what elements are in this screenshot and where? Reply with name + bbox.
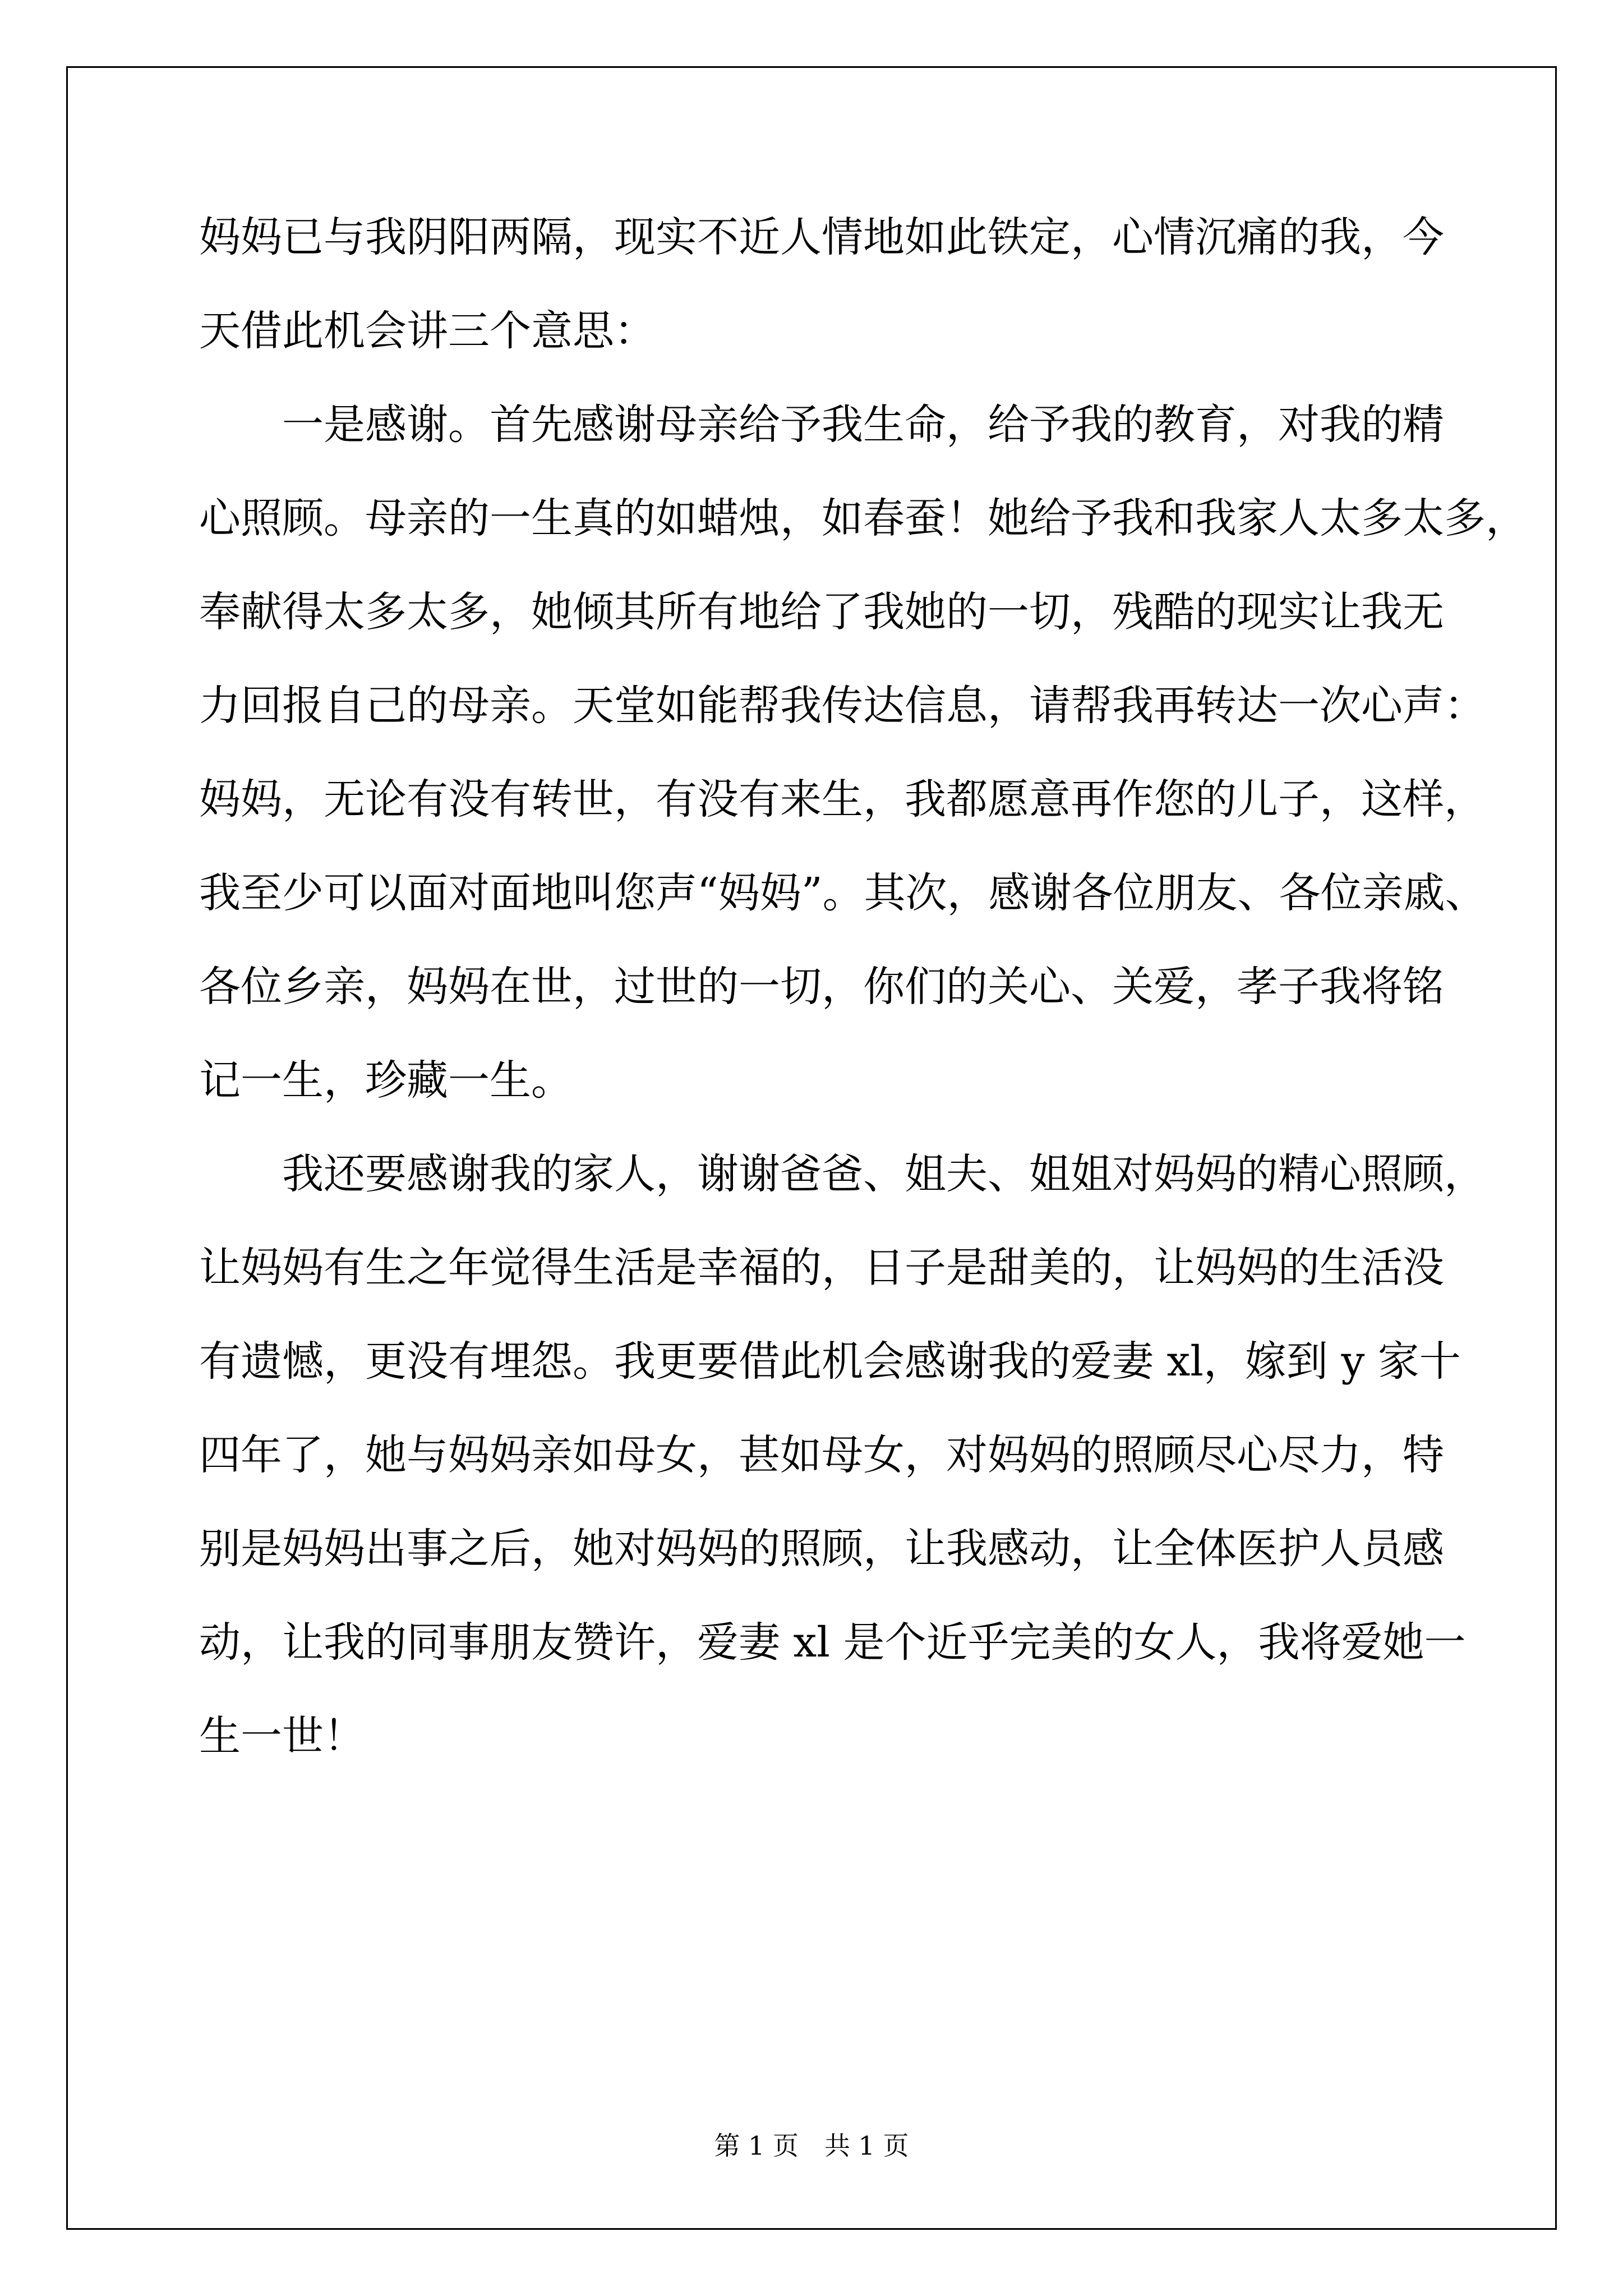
text-line: 有遗憾，更没有埋怨。我更要借此机会感谢我的爱妻 xl，嫁到 y 家十 (199, 1337, 1461, 1386)
text-line: 让妈妈有生之年觉得生活是幸福的，日子是甜美的，让妈妈的生活没 (199, 1244, 1444, 1292)
text-line: 动，让我的同事朋友赞许，爱妻 xl 是个近乎完美的女人，我将爱她一 (199, 1618, 1466, 1667)
text-line: 四年了，她与妈妈亲如母女，甚如母女，对妈妈的照顾尽心尽力，特 (199, 1431, 1444, 1479)
text-line: 记一生，珍藏一生。 (199, 1056, 573, 1105)
page-number-footer: 第 1 页 共 1 页 (714, 2131, 909, 2161)
text-line: 心照顾。母亲的一生真的如蜡烛，如春蚕！她给予我和我家人太多太多， (199, 494, 1527, 542)
text-line: 力回报自己的母亲。天堂如能帮我传达信息，请帮我再转达一次心声： (199, 682, 1486, 730)
text-line: 妈妈已与我阴阳两隔，现实不近人情地如此铁定，心情沉痛的我，今 (199, 213, 1444, 261)
text-line: 各位乡亲，妈妈在世，过世的一切，你们的关心、关爱，孝子我将铭 (199, 963, 1444, 1011)
text-line: 奉献得太多太多，她倾其所有地给了我她的一切，残酷的现实让我无 (199, 588, 1444, 636)
document-body (199, 212, 1527, 1805)
text-line: 别是妈妈出事之后，她对妈妈的照顾，让我感动，让全体医护人员感 (199, 1525, 1444, 1573)
text-line: 生一世！ (199, 1712, 365, 1760)
text-line: 天借此机会讲三个意思： (199, 307, 656, 355)
text-line: 一是感谢。首先感谢母亲给予我生命，给予我的教育，对我的精 (199, 401, 1444, 449)
text-line: 妈妈，无论有没有转世，有没有来生，我都愿意再作您的儿子，这样， (199, 775, 1486, 823)
text-line: 我还要感谢我的家人，谢谢爸爸、姐夫、姐姐对妈妈的精心照顾， (199, 1150, 1486, 1198)
text-line: 我至少可以面对面地叫您声“妈妈”。其次，感谢各位朋友、各位亲戚、 (199, 869, 1487, 917)
